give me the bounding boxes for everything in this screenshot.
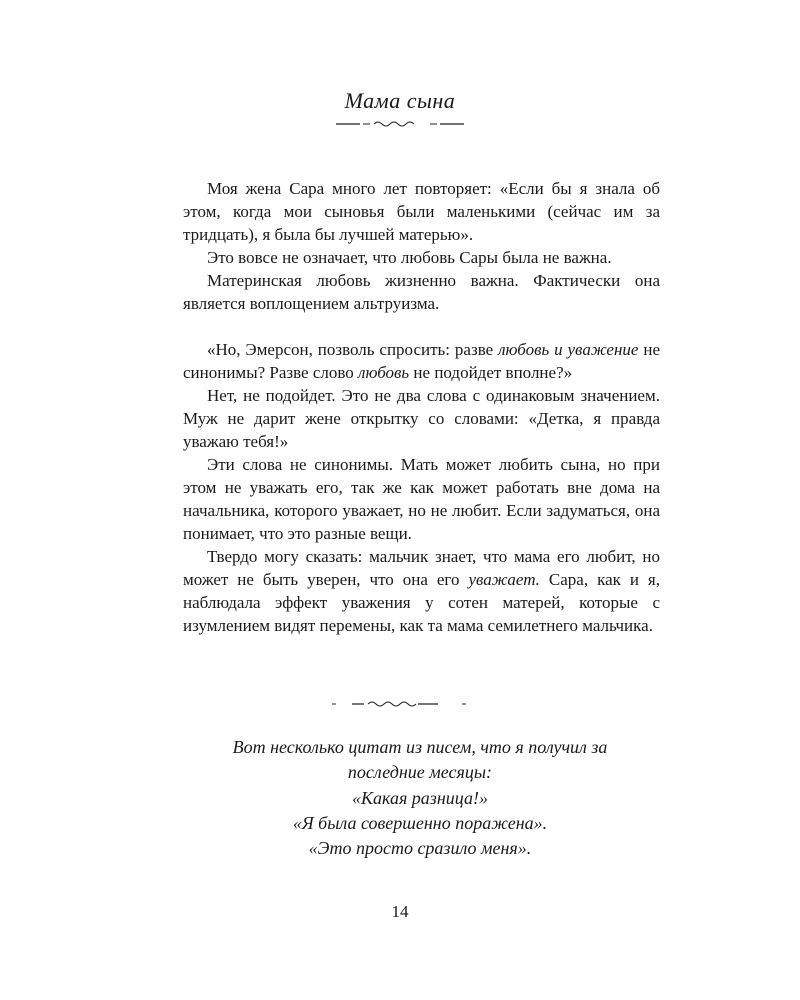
quote-item: «Я была совершенно поражена».: [292, 813, 548, 833]
p4-text-b: не синонимы? Разве слово: [183, 340, 660, 382]
p7-text-a: Твердо могу сказать: мальчик знает, что мама его любит, но может не быть уверен, что она его: [183, 547, 660, 589]
top-ornament: [0, 116, 800, 136]
running-title: Мама сына: [344, 88, 456, 113]
p7-emphasis: уважает.: [468, 570, 540, 589]
paragraph-5: Нет, не подойдет. Это не два слова с одинаковым значением. Муж не дарит жене открытку со словами: «Детка, я правда уважаю тебя!»: [183, 386, 660, 451]
p4-text-c: не подойдет вполне?»: [409, 363, 573, 382]
p7-text-b: Сара, как и я, наблюдала эффект уважения у сотен матерей, которые с изумлением видят перемены, как та мама семилетнего мальчика.: [183, 570, 661, 635]
quotes-intro: Вот несколько цитат из писем, что я получил за последние месяцы:: [232, 737, 608, 782]
paragraph-2: Это вовсе не означает, что любовь Сары была не важна.: [207, 248, 612, 267]
section-ornament: [0, 696, 800, 716]
p4-emphasis-1: любовь и уважение: [498, 340, 639, 359]
main-text: [183, 177, 660, 637]
paragraph-3: Материнская любовь жизненно важна. Фактически она является воплощением альтруизма.: [183, 271, 660, 313]
p4-emphasis-2: любовь: [358, 363, 410, 382]
flourish-divider-icon: [330, 696, 470, 712]
paragraph-4: [183, 338, 660, 384]
paragraph-7: [183, 545, 660, 637]
paragraph-6: Эти слова не синонимы. Мать может любить сына, но при этом не уважать его, так же как может работать вне дома на начальника, которого уважает, но не любит. Если задуматься, она понимает, что это разные вещи.: [183, 455, 660, 543]
quote-item: «Какая разница!»: [352, 788, 488, 808]
paragraph-1: Моя жена Сара много лет повторяет: «Если бы я знала об этом, когда мои сыновья были маленькими (сейчас им за тридцать), я была бы лучшей матерью».: [183, 179, 660, 244]
flourish-divider-icon: [330, 116, 470, 132]
page-number: 14: [391, 902, 409, 921]
p4-text-a: «Но, Эмерсон, позволь спросить: разве: [207, 340, 499, 359]
quote-item: «Это просто сразило меня».: [308, 838, 532, 858]
quotes-block: [200, 735, 640, 861]
